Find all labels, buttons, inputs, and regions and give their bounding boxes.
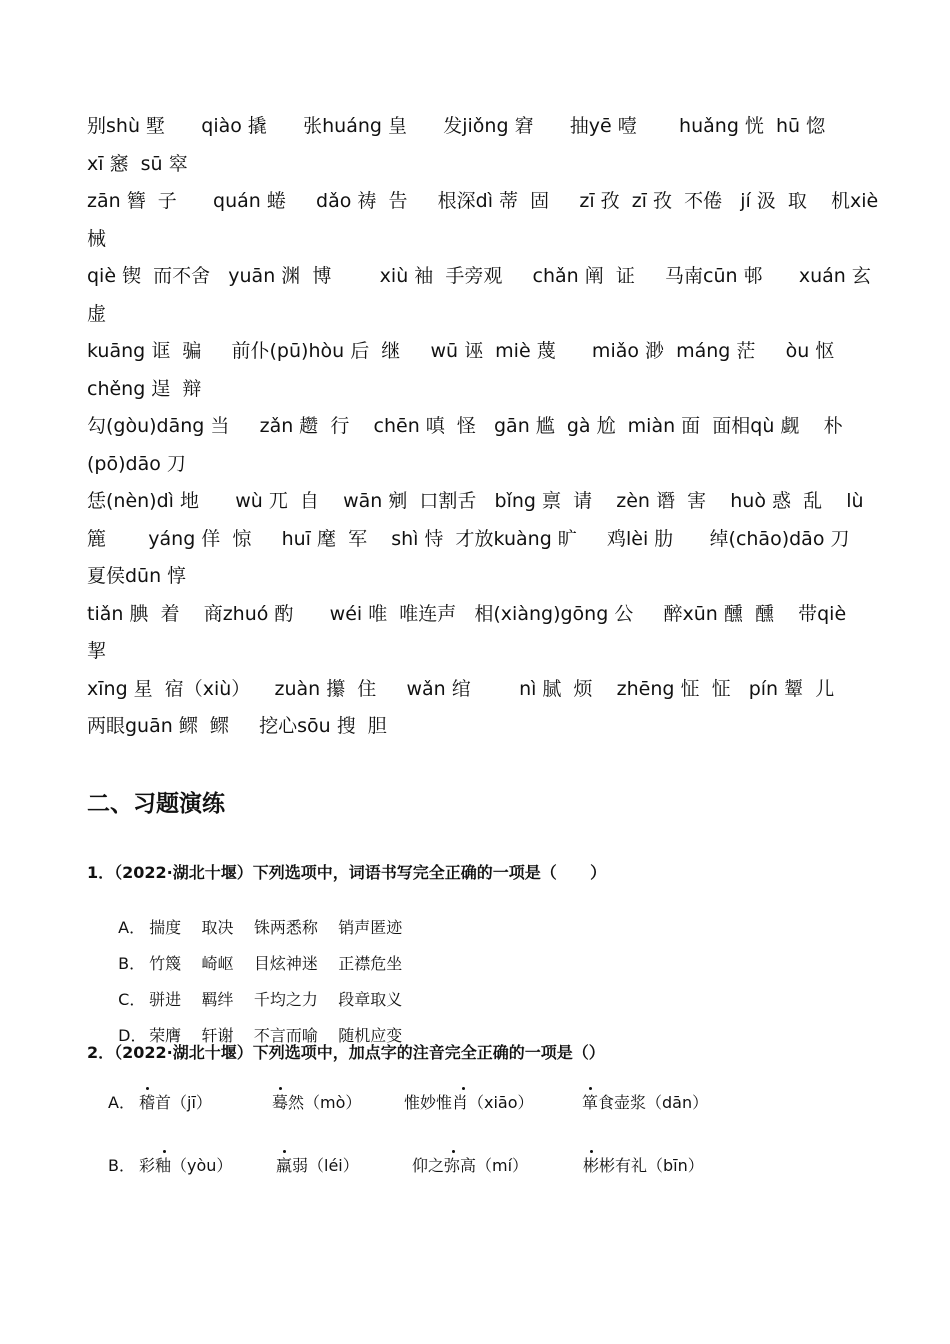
pinyin-line: 虚 (87, 303, 107, 325)
question-2-stem: 2．（2022·湖北十堰）下列选项中，加点字的注音完全正确的一项是（） (87, 1043, 605, 1062)
pinyin-line: 夏侯dūn 惇 (87, 565, 187, 587)
pinyin-line: zān 簪 子 quán 蜷 dǎo 祷 告 根深dì 蒂 固 zī 孜 zī 孜 不倦 jí 汲 取 机xiè (87, 190, 879, 212)
emphasis-dot (146, 1087, 149, 1090)
option-item: 仰之弥高（mí） (412, 1156, 529, 1175)
option-text: 揣度 取决 铢两悉称 销声匿迹 (149, 918, 403, 937)
option-text: 荣膺 轩谢 不言而喻 随机应变 (149, 1026, 403, 1045)
pinyin-line: 械 (87, 228, 107, 250)
option-label: C． (118, 990, 146, 1009)
pinyin-line: chěng 逞 辩 (87, 378, 202, 400)
emphasis-dot (589, 1087, 592, 1090)
option-item: 彩釉（yòu） (139, 1156, 233, 1175)
pinyin-line: kuāng 诓 骗 前仆(pū)hòu 后 继 wū 诬 miè 蔑 miǎo 渺 máng 茫 òu 怄 (87, 340, 835, 362)
pinyin-line: 挈 (87, 640, 107, 662)
pinyin-line: 恁(nèn)dì 地 wù 兀 自 wān 剜 口割舌 bǐng 禀 请 zèn 谮 害 huò 惑 乱 lù (87, 490, 864, 512)
option-label: B． (108, 1156, 135, 1175)
option-item: 惟妙惟肖（xiāo） (404, 1093, 534, 1112)
option-item: 蓦然（mò） (272, 1093, 362, 1112)
pinyin-line: (pō)dāo 刀 (87, 453, 186, 475)
emphasis-dot (279, 1087, 282, 1090)
question-1-stem: 1．（2022·湖北十堰）下列选项中，词语书写完全正确的一项是（ ） (87, 863, 607, 882)
pinyin-line: 两眼guān 鳏 鳏 挖心sōu 搜 胆 (87, 715, 387, 737)
emphasis-dot (452, 1150, 455, 1153)
section-title: 二、习题演练 (87, 791, 225, 817)
pinyin-line: 勾(gòu)dāng 当 zǎn 趱 行 chēn 嗔 怪 gān 尴 gà 尬 miàn 面 面相qù 觑 朴 (87, 415, 843, 437)
option-item: 箪食壶浆（dān） (582, 1093, 709, 1112)
option-text: 竹篾 崎岖 目炫神迷 正襟危坐 (149, 954, 403, 973)
pinyin-line: 簏 yáng 佯 惊 huī 麾 军 shì 恃 才放kuàng 旷 鸡lèi 肋 绰(chāo)dāo 刀 (87, 528, 850, 550)
option-item: 羸弱（léi） (276, 1156, 359, 1175)
option-label: B． (118, 954, 146, 973)
option-label: D． (118, 1026, 147, 1045)
option-label: A． (118, 918, 146, 937)
pinyin-line: xī 窸 sū 窣 (87, 153, 188, 175)
option-text: 骈进 羁绊 千均之力 段章取义 (149, 990, 403, 1009)
pinyin-line: xīng 星 宿（xiù） zuàn 攥 住 wǎn 绾 nì 腻 烦 zhēng 怔 怔 pín 颦 儿 (87, 678, 835, 700)
pinyin-line: 别shù 墅 qiào 撬 张huáng 皇 发jiǒng 窘 抽yē 噎 huǎng 恍 hū 惚 (87, 115, 826, 137)
emphasis-dot (283, 1150, 286, 1153)
emphasis-dot (590, 1150, 593, 1153)
option-label: A． (108, 1093, 135, 1112)
pinyin-line: tiǎn 腆 着 商zhuó 酌 wéi 唯 唯连声 相(xiàng)gōng 公 醉xūn 醺 醺 带qiè (87, 603, 847, 625)
pinyin-line: qiè 锲 而不舍 yuān 渊 博 xiù 袖 手旁观 chǎn 阐 证 马南cūn 邨 xuán 玄 (87, 265, 871, 287)
option-item: 彬彬有礼（bīn） (583, 1156, 704, 1175)
option-item: 稽首（jī） (139, 1093, 212, 1112)
emphasis-dot (462, 1087, 465, 1090)
emphasis-dot (163, 1150, 166, 1153)
